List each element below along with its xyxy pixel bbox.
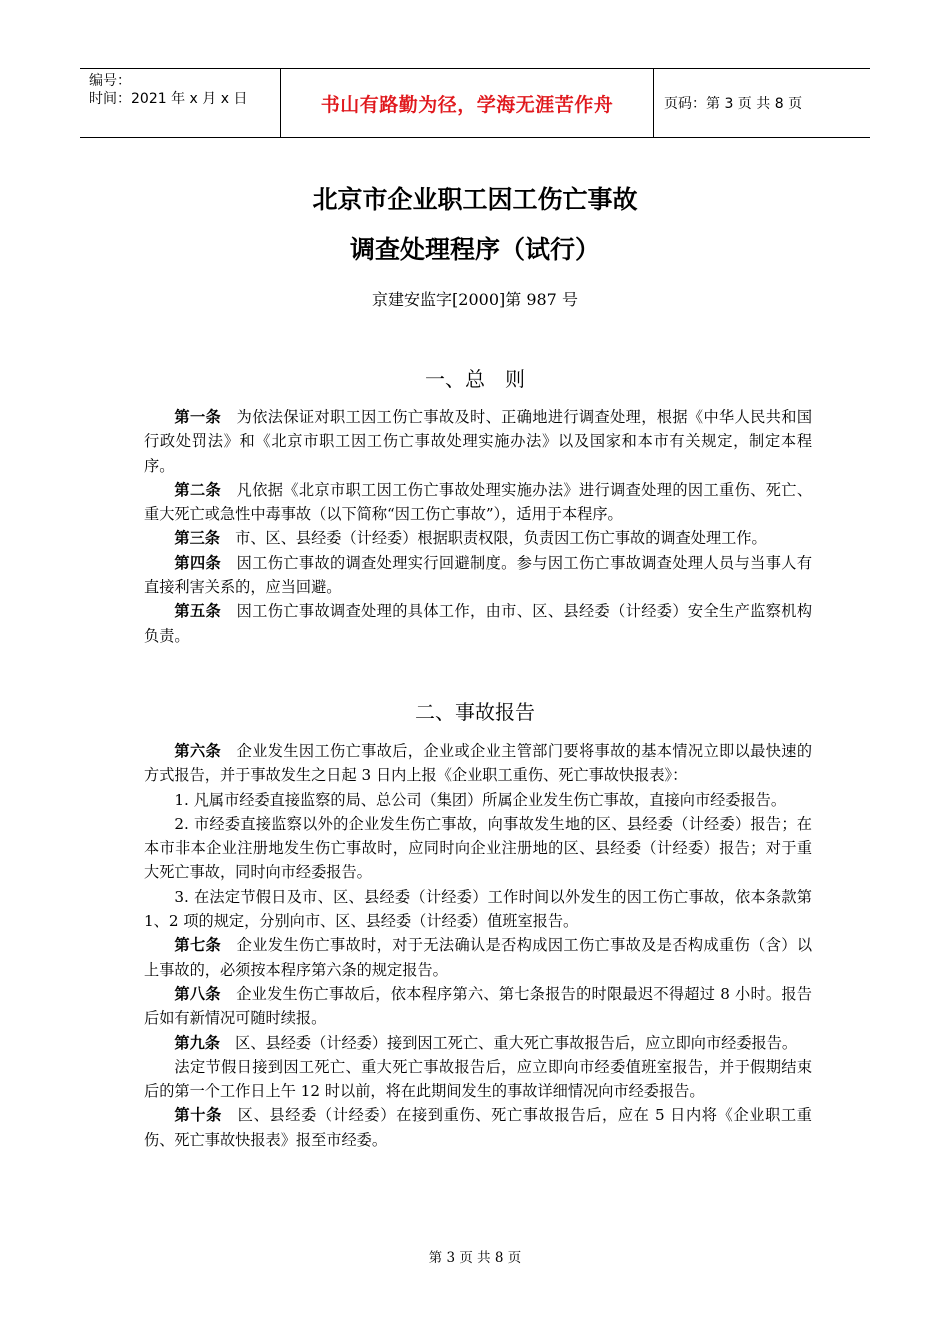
header-slogan: 书山有路勤为径，学海无涯苦作舟 <box>281 69 654 137</box>
article-paragraph: 第一条 为依法保证对职工因工伤亡事故及时、正确地进行调查处理，根据《中华人民共和国行政处罚法》和《北京市职工因工伤亡事故处理实施办法》以及国家和本市有关规定，制定本程序。 <box>144 408 813 475</box>
article-paragraph: 2. 市经委直接监察以外的企业发生伤亡事故，向事故发生地的区、县经委（计经委）报告；在本市非本企业注册地发生伤亡事故时，应同时向企业注册地的区、县经委（计经委）报告；对于重大死亡事故，同时向市经委报告。 <box>144 814 812 882</box>
document-reference-number: 京建安监字[2000]第 987 号 <box>372 290 578 309</box>
document-number-label: 编号： <box>89 73 131 89</box>
page-header <box>80 68 870 138</box>
article-paragraph: 第六条 企业发生因工伤亡事故后，企业或企业主管部门要将事故的基本情况立即以最快速的方式报告，并于事故发生之日起 3 日内上报《企业职工重伤、死亡事故快报表》： <box>144 742 813 785</box>
document-title-line2: 调查处理程序（试行） <box>349 235 600 264</box>
section-general-body <box>144 405 812 648</box>
article-paragraph: 第三条 市、区、县经委（计经委）根据职责权限，负责因工伤亡事故的调查处理工作。 <box>174 529 767 548</box>
header-meta <box>80 69 281 137</box>
article-paragraph: 3. 在法定节假日及市、区、县经委（计经委）工作时间以外发生的因工伤亡事故，依本条款第 1、2 项的规定，分别向市、区、县经委（计经委）值班室报告。 <box>144 887 812 931</box>
article-paragraph: 法定节假日接到因工死亡、重大死亡事故报告后，应立即向市经委值班室报告，并于假期结束后的第一个工作日上午 12 时以前，将在此期间发生的事故详细情况向市经委报告。 <box>144 1057 812 1101</box>
article-paragraph: 第九条 区、县经委（计经委）接到因工死亡、重大死亡事故报告后，应立即向市经委报告。 <box>174 1033 798 1052</box>
article-paragraph: 1. 凡属市经委直接监察的局、总公司（集团）所属企业发生伤亡事故，直接向市经委报告。 <box>174 790 787 809</box>
article-paragraph: 第二条 凡依据《北京市职工因工伤亡事故处理实施办法》进行调查处理的因工重伤、死亡、重大死亡或急性中毒事故（以下简称“因工伤亡事故”），适用于本程序。 <box>144 480 813 524</box>
article-paragraph: 第十条 区、县经委（计经委）在接到重伤、死亡事故报告后，应在 5 日内将《企业职工重伤、死亡事故快报表》报至市经委。 <box>144 1106 812 1149</box>
document-title-line1: 北京市企业职工因工伤亡事故 <box>312 185 638 214</box>
document-date: 时间：2021 年 x 月 x 日 <box>89 91 248 107</box>
article-paragraph: 第四条 因工伤亡事故的调查处理实行回避制度。参与因工伤亡事故调查处理人员与当事人有直接利害关系的，应当回避。 <box>144 553 813 597</box>
section-heading-general: 一、总 则 <box>425 367 525 391</box>
article-paragraph: 第七条 企业发生伤亡事故时，对于无法确认是否构成因工伤亡事故及是否构成重伤（含）以上事故的，必须按本程序第六条的规定报告。 <box>144 936 813 979</box>
article-paragraph: 第八条 企业发生伤亡事故后，依本程序第六、第七条报告的时限最迟不得超过 8 小时。报告后如有新情况可随时续报。 <box>144 984 812 1028</box>
page-footer: 第 3 页 共 8 页 <box>428 1250 522 1266</box>
article-paragraph: 第五条 因工伤亡事故调查处理的具体工作，由市、区、县经委（计经委）安全生产监察机构负责。 <box>144 602 813 645</box>
section-report-body <box>144 739 812 1152</box>
header-page-info: 页码：第 3 页 共 8 页 <box>664 96 803 112</box>
section-heading-accident-report: 二、事故报告 <box>415 700 535 724</box>
